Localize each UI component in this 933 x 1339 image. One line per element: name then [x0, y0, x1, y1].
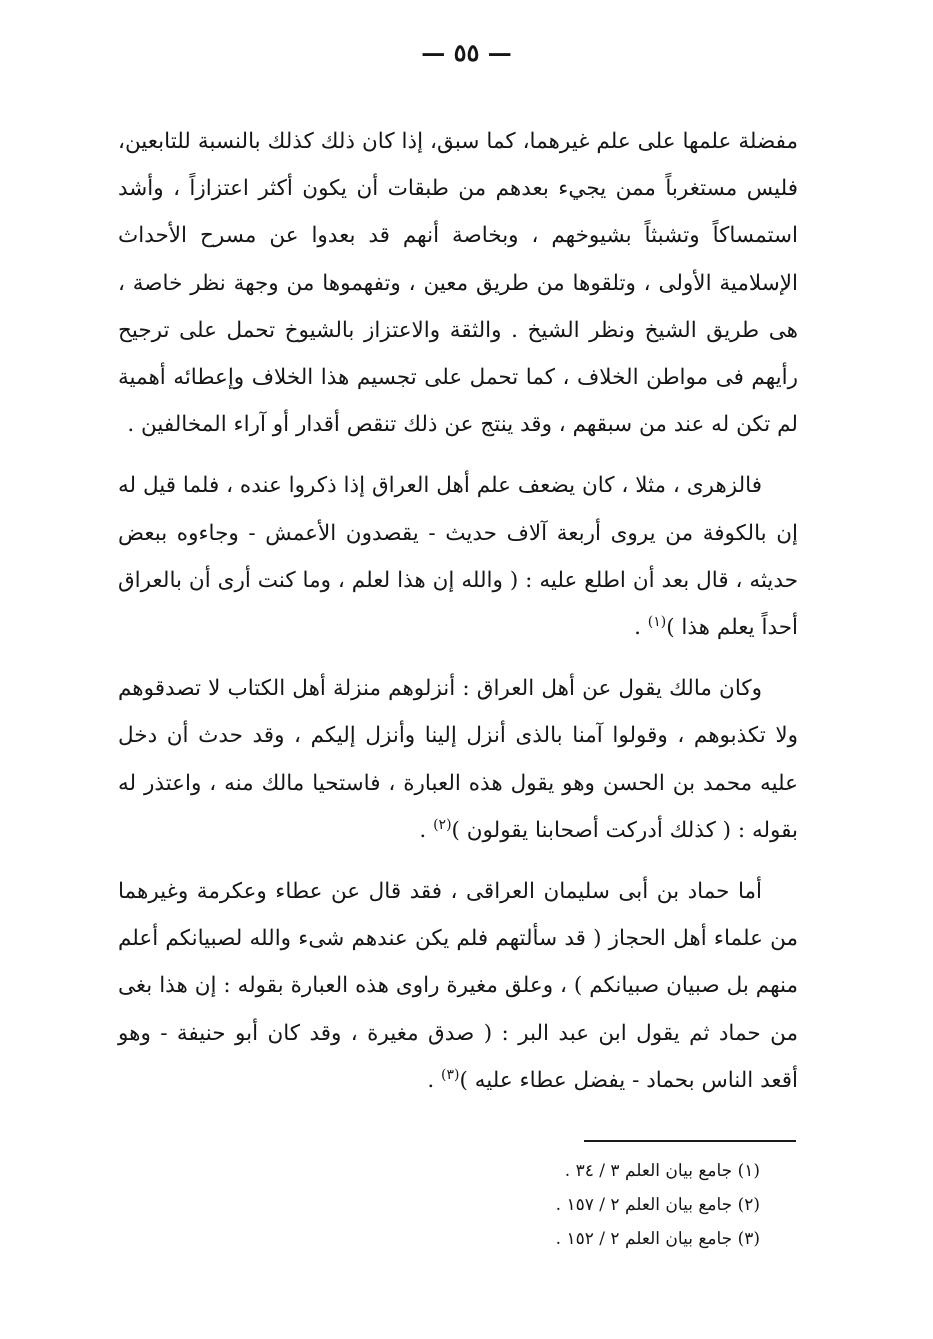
paragraph-3-text: وكان مالك يقول عن أهل العراق : أنزلوهم منزلة أهل الكتاب لا تصدقوهم ولا تكذبوهم ، وقولوا آمنا بالذى أنزل إلينا وأنزل إليكم ، وقد حدث أن دخل عليه محمد بن الحسن وهو يقول هذه العبارة ، فاستحيا مالك منه ، واعتذر له بقوله : ( كذلك أدركت أصحابنا يقولون ) [118, 676, 798, 843]
paragraph-4-text: أما حماد بن أبى سليمان العراقى ، فقد قال عن عطاء وعكرمة وغيرهما من علماء أهل الحجاز ( قد سألتهم فلم يكن عندهم شىء والله لصبيانكم أعلم منهم بل صبيان صبيانكم ) ، وعلق مغيرة راوى هذه العبارة بقوله : إن هذا بغى من حماد ثم يقول ابن عبد البر : ( صدق مغيرة ، وقد كان أبو حنيفة - وهو أقعد الناس بحماد - يفضل عطاء عليه ) [118, 879, 798, 1093]
footnote-1: (١) جامع بيان العلم ٣ / ٣٤ . [564, 1161, 760, 1181]
paragraph-1-text: مفضلة علمها على علم غيرهما، كما سبق، إذا كان ذلك كذلك بالنسبة للتابعين، فليس مستغرباً ممن يجيء بعدهم من طبقات أن يكون أكثر اعتزازاً ، وأشد استمساكاً وتشبثاً بشيوخهم ، وبخاصة أنهم قد بعدوا عن مسرح الأحداث الإسلامية الأولى ، وتلقوها من طريق معين ، وتفهموها من وجهة نظر خاصة ، هى طريق الشيخ ونظر الشيخ . والثقة والاعتزاز بالشيوخ تحمل على ترجيح رأيهم فى مواطن الخلاف ، كما تحمل على تجسيم هذا الخلاف وإعطائه أهمية لم تكن له عند من سبقهم ، وقد ينتج عن ذلك تنقص أقدار أو آراء المخالفين . [118, 129, 798, 438]
paragraph-4: أما حماد بن أبى سليمان العراقى ، فقد قال عن عطاء وعكرمة وغيرهما من علماء أهل الحجاز ( قد سألتهم فلم يكن عندهم شىء والله لصبيانكم أعلم منهم بل صبيان صبيانكم ) ، وعلق مغيرة راوى هذه العبارة بقوله : إن هذا بغى من حماد ثم يقول ابن عبد البر : ( صدق مغيرة ، وقد كان أبو حنيفة - وهو أقعد الناس بحماد - يفضل عطاء عليه )$^{(٣)}$ . [118, 879, 798, 1093]
footnotes [430, 1154, 760, 1256]
paragraph-1 [118, 118, 798, 448]
footnote-ref-1: (١) [647, 613, 667, 630]
footnote-divider [584, 1140, 796, 1142]
footnote-ref-2: (٢) [433, 816, 452, 833]
footnote-3: (٣) جامع بيان العلم ٢ / ١٥٢ . [555, 1229, 760, 1249]
page-number: — ٥٥ — [421, 38, 512, 67]
main-text [118, 118, 798, 1118]
paragraph-2: فالزهرى ، مثلا ، كان يضعف علم أهل العراق إذا ذكروا عنده ، فلما قيل له إن بالكوفة من يروى أربعة آلاف حديث - يقصدون الأعمش - وجاءوه ببعض حديثه ، قال بعد أن اطلع عليه : ( والله إن هذا لعلم ، وما كنت أرى أن بالعراق أحداً يعلم هذا )$^{(١)}$ . [118, 473, 798, 641]
footnote-ref-3: (٣) [441, 1066, 460, 1083]
footnote-2: (٢) جامع بيان العلم ٢ / ١٥٧ . [555, 1195, 760, 1215]
paragraph-2-text: فالزهرى ، مثلا ، كان يضعف علم أهل العراق إذا ذكروا عنده ، فلما قيل له إن بالكوفة من يروى أربعة آلاف حديث - يقصدون الأعمش - وجاءوه ببعض حديثه ، قال بعد أن اطلع عليه : ( والله إن هذا لعلم ، وما كنت أرى أن بالعراق أحداً يعلم هذا ) [118, 473, 798, 641]
paragraph-3: وكان مالك يقول عن أهل العراق : أنزلوهم منزلة أهل الكتاب لا تصدقوهم ولا تكذبوهم ، وقولوا آمنا بالذى أنزل إلينا وأنزل إليكم ، وقد حدث أن دخل عليه محمد بن الحسن وهو يقول هذه العبارة ، فاستحيا مالك منه ، واعتذر له بقوله : ( كذلك أدركت أصحابنا يقولون )$^{(٢)}$ . [118, 676, 798, 843]
